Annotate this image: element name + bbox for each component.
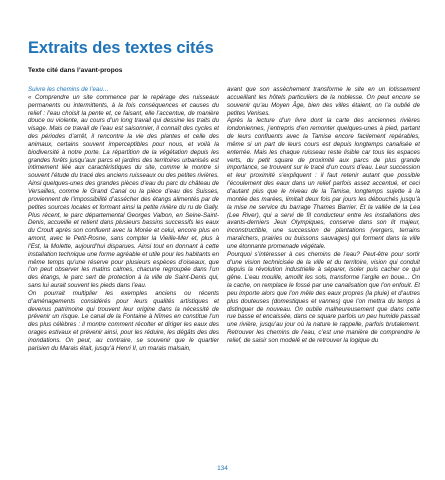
text-columns [28, 86, 420, 458]
section-heading: Texte cité dans l’avant-propos [28, 67, 123, 74]
quote-subtitle: Suivre les chemins de l’eau… [28, 86, 109, 93]
column-left [28, 86, 219, 458]
column-right [227, 86, 420, 458]
page-title: Extraits des textes cités [28, 39, 214, 57]
column-right-text: avant que son assèchement transforme le site en un lotissement accueillant les hôtels particuliers de la noblesse. On peut encore se souvenir qu’au Moyen Âge, bien des villes étaient, on l’a oublié de petites Venises. Après la lecture d’un livre dont la carte des anciennes rivières londoniennes, j’entrepris d’en remonter quelques-unes à pied, partant de leurs confluents avec la Tamise encore facilement repérables, même si un part de leurs cours est depuis longtemps canalisée et enterrée. Mais les chaque ruisseau reste lisible car tous les espaces verts, du petit square de proximité aux parcs de plus grande importance, se trouvent sur le tracé d’un cours d’eau. Leur succession et leur proximité s’expliquent : il faut retenir autant que possible l’écoulement des eaux dans un relief parfois assez accentué, et ceci d’autant plus que le niveau de la Tamise, longtemps sujette à la montée des marées, limitait deux fois par jours les débouchés jusqu’à la mise ne service du barrage Thames Barrier. Et la vallée de la Lea (Lee River), qui a servi de fil conducteur entre les installations des avants-derniers Jeux Olympiques, conserve dans son lit majeur, inconstructible, une succession de plantations (vergers, terrains maraîchers, prairies ou buissons sauvages) qui forment dans la ville une étonnante promenade végétale. Pourquoi s’intéresser à ces chemins de l’eau? Peut-être pour sortir d’une vision technicisée de la ville et du territoire, vision qui conduit depuis la révolution industrielle à séparer, isoler puis cacher ce qui gêne. L’eau mouille, amollit les sols, transforme l’argile en boue... On la cache, on remplace le fossé par une canalisation que l’on enfouit. Et peu importe alors que l’on mêle des eaux propres (la pluie) et d’autres plus douteuses (domestiques et vannes) que l’on mettra du temps à distinguer de nouveau. On oublie malheureusement que dans cette rue basse et encaissée, dans ce square parfois un peu humide passait une rivière, jusqu’au jour où la nature le rappelle, parfois brutalement. Retrouver les chemins de l’eau, c’est une manière de comprendre le relief, de saisir son modelé et de retrouver la logique du [227, 86, 420, 344]
column-left-text: « Comprendre un site commence par le repérage des ruisseaux permanents ou intermittents, à la fois conséquences et causes du relief : l’eau choisit la pente et, ce faisant, elle l’accentue, de manière douce ou violente, au cours d’un long travail qui dessine les traits du visage. Mais ce travail de l’eau est saisonnier, il connaît des cycles et des périodes d’arrêt, il rencontre la vie des plantes et celle des animaux, certains souvent imperceptibles pour nous, et voilà la biodiversité à notre porte. La répartition de la végétation depuis les grandes forêts jusqu’aux parcs et jardins des territoires urbanisés est intimement liée aux caractéristiques du site, comme le montre si souvent l’étude du tracé des anciens ruisseaux ou des petites rivières. Ainsi quelques-unes des grandes pièces d’eau du parc du château de Versailles, comme le Grand Canal ou la pièce d’eau des Suisses, proviennent de l’impossibilité d’assécher des étangs alimentés par de petites sources locales et formant ainsi la petite rivière du ru de Gally. Plus récent, le parc départemental Georges Valbon, en Seine-Saint-Denis, accueille et retient dans plusieurs bassins successifs les eaux du Croult après son confluent avec la Morée et celui, encore plus en amont, avec le Petit-Rosne, sans compter la Vieille-Mer et, plus à l’Est, la Molette, aujourd’hui disparues. Ainsi tout en donnant à cette installation technique une forme agréable et utile pour les habitants en même temps qu’une réserve pour plusieurs espèces d’oiseaux, que l’on peut observer les matins calmes, chacune regroupée dans l’un des étangs, le parc sert de protection à la ville de Saint-Denis qui, sans lui aurait souvent les pieds dans l’eau. On pourrait multiplier les exemples anciens ou récents d’aménagements considérés pour leurs qualités artistiques et devenus patrimoine qui trouvent leur origine dans la nécessité de prévenir un risque. Le canal de la Fontaine à Nîmes en constitue l’un des plus célèbres : il montre comment récolter et diriger les eaux des orages estivaux et prévenir ainsi, pour les réduire, les dégâts des des inondations. On peut, au contraire, se souvenir que le quartier parisien du Marais était, jusqu’à Henri II, un marais malsain, [28, 93, 219, 352]
page-number: 134 [217, 465, 228, 472]
